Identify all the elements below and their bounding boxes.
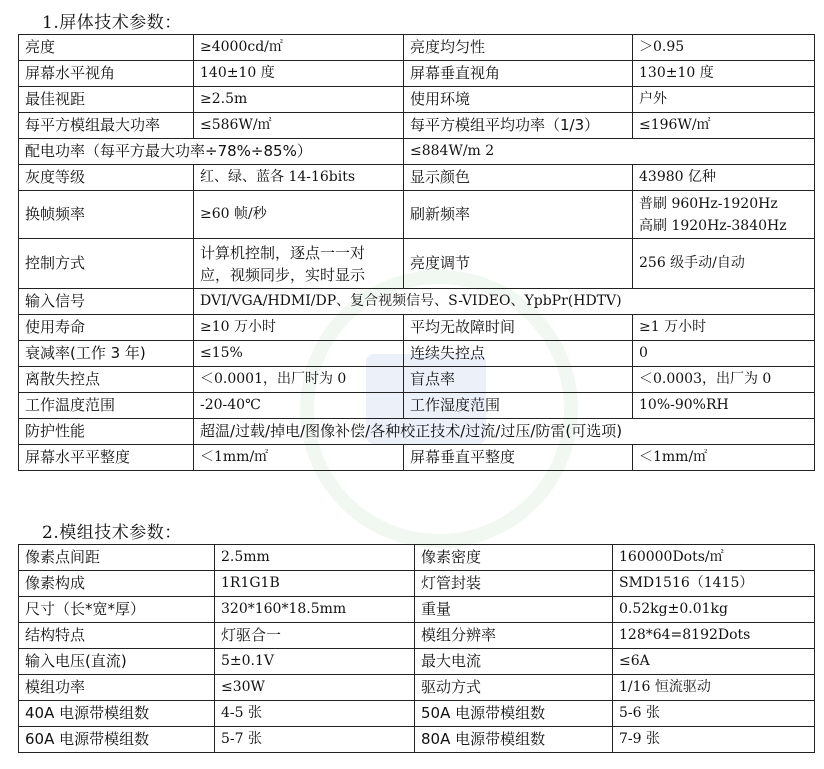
table-row (19, 393, 815, 419)
param-value: 128*64=8192Dots (613, 623, 815, 649)
param-value: 2.5mm (215, 545, 415, 571)
param-value: ≤884W/m 2 (404, 139, 815, 165)
table-row (19, 341, 815, 367)
table-row (19, 315, 815, 341)
param-label: 像素点间距 (19, 545, 215, 571)
param-label: 屏幕垂直视角 (404, 61, 633, 87)
param-value: ≤586W/㎡ (194, 113, 404, 139)
param-value: 160000Dots/㎡ (613, 545, 815, 571)
param-value: SMD1516（1415） (613, 571, 815, 597)
param-value: 0 (633, 341, 815, 367)
table-row (19, 87, 815, 113)
param-value: 超温/过载/掉电/图像补偿/各种校正技术/过流/过压/防雷(可选项) (194, 419, 815, 445)
param-label: 衰减率(工作 3 年) (19, 341, 194, 367)
param-value: ≤30W (215, 675, 415, 701)
param-label: 40A 电源带模组数 (19, 701, 215, 727)
param-label: 配电功率（每平方最大功率÷78%÷85%） (19, 139, 404, 165)
param-value: 1R1G1B (215, 571, 415, 597)
table-row (19, 445, 815, 471)
param-label: 离散失控点 (19, 367, 194, 393)
param-label: 输入电压(直流) (19, 649, 215, 675)
value-line: 计算机控制，逐点一一对 (200, 243, 366, 262)
param-label: 亮度 (19, 35, 194, 61)
table-row (19, 675, 815, 701)
param-label: 驱动方式 (415, 675, 613, 701)
param-label: 每平方模组平均功率（1/3） (404, 113, 633, 139)
param-label: 每平方模组最大功率 (19, 113, 194, 139)
param-value: 4-5 张 (215, 701, 415, 727)
param-label: 工作温度范围 (19, 393, 194, 419)
param-value: 5-6 张 (613, 701, 815, 727)
param-value: 红、绿、蓝各 14-16bits (194, 165, 404, 191)
param-label: 连续失控点 (404, 341, 633, 367)
param-label: 输入信号 (19, 289, 194, 315)
table-row (19, 571, 815, 597)
param-label: 盲点率 (404, 367, 633, 393)
table-row (19, 289, 815, 315)
param-value: 7-9 张 (613, 727, 815, 753)
param-value: 10%-90%RH (633, 393, 815, 419)
table-row (19, 545, 815, 571)
param-value: 256 级手动/自动 (633, 239, 815, 289)
param-value: 320*160*18.5mm (215, 597, 415, 623)
param-value: 0.52kg±0.01kg (613, 597, 815, 623)
table-row (19, 191, 815, 239)
param-value: 43980 亿种 (633, 165, 815, 191)
value-line: 应，视频同步，实时显示 (200, 265, 366, 284)
param-label: 60A 电源带模组数 (19, 727, 215, 753)
param-label: 模组分辨率 (415, 623, 613, 649)
param-label: 灰度等级 (19, 165, 194, 191)
param-label: 最佳视距 (19, 87, 194, 113)
param-label: 使用环境 (404, 87, 633, 113)
screen-params-table (18, 34, 815, 471)
param-label: 控制方式 (19, 239, 194, 289)
param-value: 5±0.1V (215, 649, 415, 675)
param-value: ≤196W/㎡ (633, 113, 815, 139)
table-row (19, 597, 815, 623)
param-label: 结构特点 (19, 623, 215, 649)
param-value: 130±10 度 (633, 61, 815, 87)
table-row (19, 139, 815, 165)
table-row (19, 419, 815, 445)
param-label: 屏幕水平视角 (19, 61, 194, 87)
param-label: 亮度均匀性 (404, 35, 633, 61)
param-label: 像素构成 (19, 571, 215, 597)
param-label: 防护性能 (19, 419, 194, 445)
param-label: 显示颜色 (404, 165, 633, 191)
table-row (19, 701, 815, 727)
value-line: 高刷 1920Hz-3840Hz (639, 217, 787, 234)
param-label: 80A 电源带模组数 (415, 727, 613, 753)
param-value: ＞0.95 (633, 35, 815, 61)
param-label: 屏幕水平平整度 (19, 445, 194, 471)
param-value: 140±10 度 (194, 61, 404, 87)
param-value: DVI/VGA/HDMI/DP、复合视频信号、S-VIDEO、YpbPr(HDTV) (194, 289, 815, 315)
table-row (19, 35, 815, 61)
module-params-table (18, 544, 815, 753)
param-value: 5-7 张 (215, 727, 415, 753)
param-label: 重量 (415, 597, 613, 623)
param-value: ≥2.5m (194, 87, 404, 113)
param-label: 刷新频率 (404, 191, 633, 239)
param-value: ＜0.0003，出厂为 0 (633, 367, 815, 393)
table-row (19, 649, 815, 675)
param-label: 尺寸（长*宽*厚） (19, 597, 215, 623)
param-label: 像素密度 (415, 545, 613, 571)
param-value: 1/16 恒流驱动 (613, 675, 815, 701)
table-row (19, 239, 815, 289)
param-label: 平均无故障时间 (404, 315, 633, 341)
param-label: 亮度调节 (404, 239, 633, 289)
param-label: 屏幕垂直平整度 (404, 445, 633, 471)
param-value: ≥10 万小时 (194, 315, 404, 341)
param-value: -20-40℃ (194, 393, 404, 419)
table-row (19, 113, 815, 139)
param-value: ≤6A (613, 649, 815, 675)
param-value: ≥4000cd/㎡ (194, 35, 404, 61)
param-label: 使用寿命 (19, 315, 194, 341)
section-1-title: 1.屏体技术参数： (42, 13, 182, 33)
table-row (19, 165, 815, 191)
param-value: 灯驱合一 (215, 623, 415, 649)
param-label: 最大电流 (415, 649, 613, 675)
table-row (19, 61, 815, 87)
param-value: 户外 (633, 87, 815, 113)
param-value: ≤15% (194, 341, 404, 367)
table-row (19, 727, 815, 753)
section-2-title: 2.模组技术参数： (42, 523, 182, 543)
param-value (633, 191, 815, 239)
param-label: 模组功率 (19, 675, 215, 701)
table-row (19, 367, 815, 393)
param-value: ＜0.0001，出厂时为 0 (194, 367, 404, 393)
param-value: ＜1mm/㎡ (194, 445, 404, 471)
value-line: 普刷 960Hz-1920Hz (639, 195, 778, 212)
param-value: ≥60 帧/秒 (194, 191, 404, 239)
table-row (19, 623, 815, 649)
param-label: 灯管封装 (415, 571, 613, 597)
param-value (194, 239, 404, 289)
param-label: 工作湿度范围 (404, 393, 633, 419)
param-value: ≥1 万小时 (633, 315, 815, 341)
param-label: 换帧频率 (19, 191, 194, 239)
param-value: ＜1mm/㎡ (633, 445, 815, 471)
param-label: 50A 电源带模组数 (415, 701, 613, 727)
